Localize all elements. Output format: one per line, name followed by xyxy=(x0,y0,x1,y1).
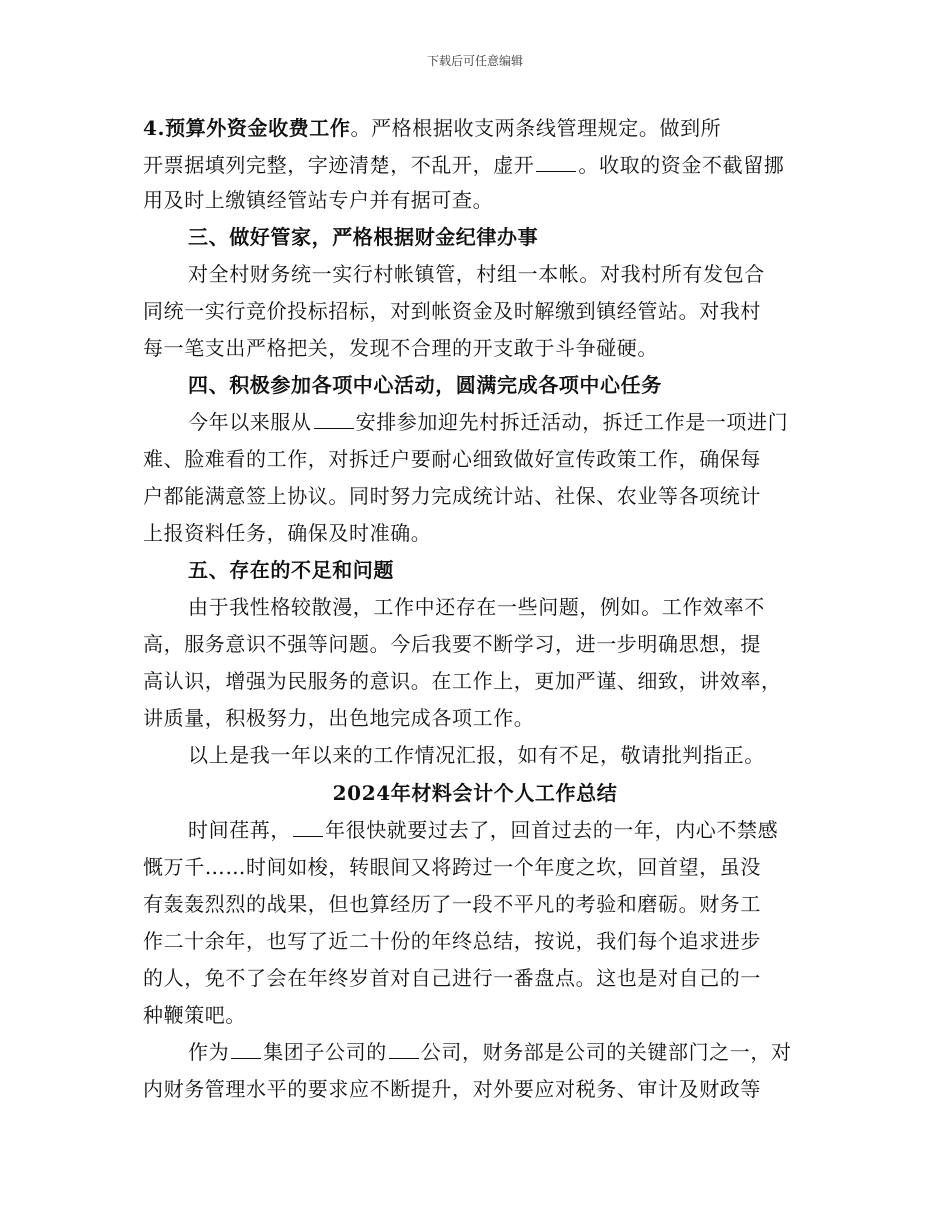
text-segment: 的人，免不了会在年终岁首对自己进行一番盘点。这也是对自己的一 xyxy=(143,966,761,990)
text-line xyxy=(143,185,823,215)
page-header: 下载后可任意编辑 xyxy=(426,54,523,68)
section-heading xyxy=(188,555,828,585)
section-heading xyxy=(188,370,828,400)
text-line xyxy=(188,740,828,770)
text-segment: 对全村财务统一实行村帐镇管，村组一本帐。对我村所有发包合 xyxy=(188,262,765,286)
text-segment: 每一笔支出严格把关，发现不合理的开支敢于斗争碰硬。 xyxy=(143,336,658,360)
text-segment: 同统一实行竞价投标招标，对到帐资金及时解缴到镇经管站。对我村 xyxy=(143,299,761,323)
text-segment: 内财务管理水平的要求应不断提升，对外要应对税务、审计及财政等 xyxy=(143,1077,761,1101)
text-line xyxy=(143,444,823,474)
text-line xyxy=(188,407,828,437)
fill-in-blank xyxy=(293,816,323,837)
bold-text: 2024年材料会计个人工作总结 xyxy=(332,781,618,805)
text-line xyxy=(143,518,823,548)
text-line xyxy=(143,963,823,993)
text-line xyxy=(143,1074,823,1104)
text-line xyxy=(143,889,823,919)
text-segment: 讲质量，积极努力，出色地完成各项工作。 xyxy=(143,706,535,730)
text-segment: 。严格根据收支两条线管理规定。做到所 xyxy=(350,116,722,140)
text-segment: 户都能满意签上协议。同时努力完成统计站、社保、农业等各项统计 xyxy=(143,484,761,508)
fill-in-blank xyxy=(231,1038,261,1059)
text-segment: 公司，财务部是公司的关键部门之一，对 xyxy=(420,1040,792,1064)
text-segment: 高，服务意识不强等问题。今后我要不断学习，进一步明确思想，提 xyxy=(143,632,761,656)
bold-text: 三、做好管家，严格根据财金纪律办事 xyxy=(188,225,539,249)
text-segment: 有轰轰烈烈的战果，但也算经历了一段不平凡的考验和磨砺。财务工 xyxy=(143,892,761,916)
section-heading xyxy=(0,778,950,808)
text-line xyxy=(143,481,823,511)
text-segment: 用及时上缴镇经管站专户并有据可查。 xyxy=(143,188,494,212)
text-segment: 。收取的资金不截留挪 xyxy=(578,153,785,177)
bold-text: 4.预算外资金收费工作 xyxy=(143,116,351,140)
bold-text: 五、存在的不足和问题 xyxy=(188,558,394,582)
text-segment: 年很快就要过去了，回首过去的一年，内心不禁感 xyxy=(325,818,779,842)
text-line xyxy=(143,1000,823,1030)
fill-in-blank xyxy=(314,408,354,429)
text-line xyxy=(143,629,823,659)
fill-in-blank xyxy=(389,1038,419,1059)
text-line xyxy=(143,926,823,956)
fill-in-blank xyxy=(536,151,576,172)
text-segment: 开票据填列完整，字迹清楚，不乱开，虚开 xyxy=(143,153,535,177)
text-segment: 种鞭策吧。 xyxy=(143,1003,246,1027)
text-segment: 以上是我一年以来的工作情况汇报，如有不足，敬请批判指正。 xyxy=(188,743,765,767)
bold-text: 四、积极参加各项中心活动，圆满完成各项中心任务 xyxy=(188,373,662,397)
text-line xyxy=(143,150,823,180)
text-segment: 作二十余年，也写了近二十份的年终总结，按说，我们每个追求进步 xyxy=(143,929,761,953)
text-segment: 慨万千……时间如梭，转眼间又将跨过一个年度之坎，回首望，虽没 xyxy=(143,855,761,879)
text-line xyxy=(143,666,823,696)
text-segment: 今年以来服从 xyxy=(188,410,312,434)
text-segment: 上报资料任务，确保及时准确。 xyxy=(143,521,432,545)
text-segment: 高认识，增强为民服务的意识。在工作上，更加严谨、细致，讲效率， xyxy=(143,669,782,693)
text-line xyxy=(143,296,823,326)
text-segment: 作为 xyxy=(188,1040,230,1064)
text-line xyxy=(188,592,828,622)
text-line xyxy=(188,259,828,289)
section-heading xyxy=(188,222,828,252)
text-line xyxy=(188,1037,828,1067)
text-segment: 安排参加迎先村拆迁活动，拆迁工作是一项进门 xyxy=(355,410,789,434)
text-segment: 难、脸难看的工作，对拆迁户要耐心细致做好宣传政策工作，确保每 xyxy=(143,447,761,471)
text-segment: 集团子公司的 xyxy=(263,1040,387,1064)
text-line xyxy=(143,333,823,363)
text-line xyxy=(143,852,823,882)
text-line xyxy=(143,703,823,733)
text-line xyxy=(188,815,828,845)
text-segment: 时间荏苒， xyxy=(188,818,291,842)
text-line xyxy=(143,113,823,143)
text-segment: 由于我性格较散漫，工作中还存在一些问题，例如。工作效率不 xyxy=(188,595,765,619)
